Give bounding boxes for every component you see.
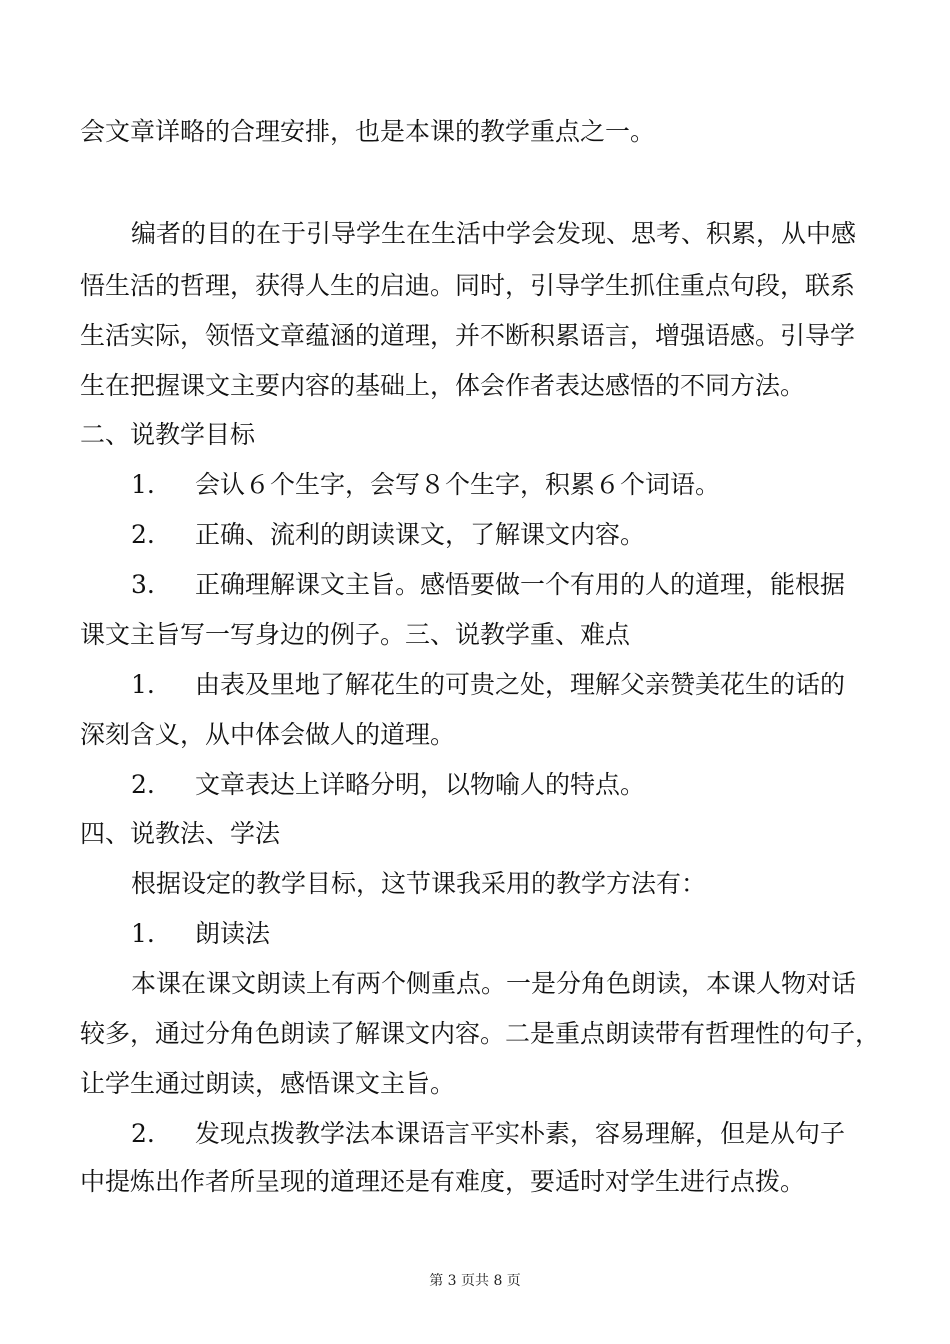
paragraph-line: 生在把握课文主要内容的基础上，体会作者表达感悟的不同方法。 [80, 371, 806, 400]
section-heading: 四、说教法、学法 [80, 819, 281, 848]
page-footer: 第 3 页共 8 页 [429, 1273, 521, 1289]
list-number: 2. [131, 1119, 155, 1148]
paragraph-line: 根据设定的教学目标，这节课我采用的教学方法有： [131, 869, 707, 898]
list-text: 文章表达上详略分明，以物喻人的特点。 [195, 770, 646, 799]
list-item [131, 519, 645, 551]
paragraph-line: 生活实际，领悟文章蕴涵的道理，并不断积累语言，增强语感。引导学 [80, 321, 856, 350]
list-item [131, 1118, 845, 1150]
list-text: 正确理解课文主旨。感悟要做一个有用的人的道理，能根据 [195, 570, 846, 599]
paragraph-line: 本课在课文朗读上有两个侧重点。一是分角色朗读，本课人物对话 [131, 969, 857, 998]
list-text: 会认６个生字，会写８个生字，积累６个词语。 [195, 470, 721, 499]
list-item [131, 669, 845, 701]
text-line: 课文主旨写一写身边的例子。三、说教学重、难点 [80, 620, 631, 649]
paragraph-line: 较多，通过分角色朗读了解课文内容。二是重点朗读带有哲理性的句子， [80, 1019, 881, 1048]
list-text: 正确、流利的朗读课文，了解课文内容。 [195, 520, 646, 549]
list-number: 3. [131, 570, 155, 599]
list-number: 2. [131, 520, 155, 549]
list-text: 朗读法 [195, 919, 271, 948]
paragraph-line: 悟生活的哲理，获得人生的启迪。同时，引导学生抓住重点句段，联系 [80, 271, 856, 300]
list-number: 1. [131, 470, 155, 499]
list-item [131, 918, 270, 950]
list-number: 1. [131, 670, 155, 699]
list-text: 发现点拨教学法本课语言平实朴素，容易理解，但是从句子 [195, 1119, 846, 1148]
list-item [131, 769, 645, 801]
list-number: 2. [131, 770, 155, 799]
list-text: 由表及里地了解花生的可贵之处，理解父亲赞美花生的话的 [195, 670, 846, 699]
paragraph-line: 编者的目的在于引导学生在生活中学会发现、思考、积累，从中感 [131, 219, 857, 248]
text-line: 中提炼出作者所呈现的道理还是有难度，要适时对学生进行点拨。 [80, 1167, 806, 1196]
section-heading: 二、说教学目标 [80, 420, 256, 449]
text-line: 深刻含义，从中体会做人的道理。 [80, 720, 456, 749]
list-item [131, 569, 845, 601]
list-item [131, 469, 720, 501]
list-number: 1. [131, 919, 155, 948]
paragraph-line: 让学生通过朗读，感悟课文主旨。 [80, 1069, 456, 1098]
text-line: 会文章详略的合理安排，也是本课的教学重点之一。 [80, 117, 656, 146]
